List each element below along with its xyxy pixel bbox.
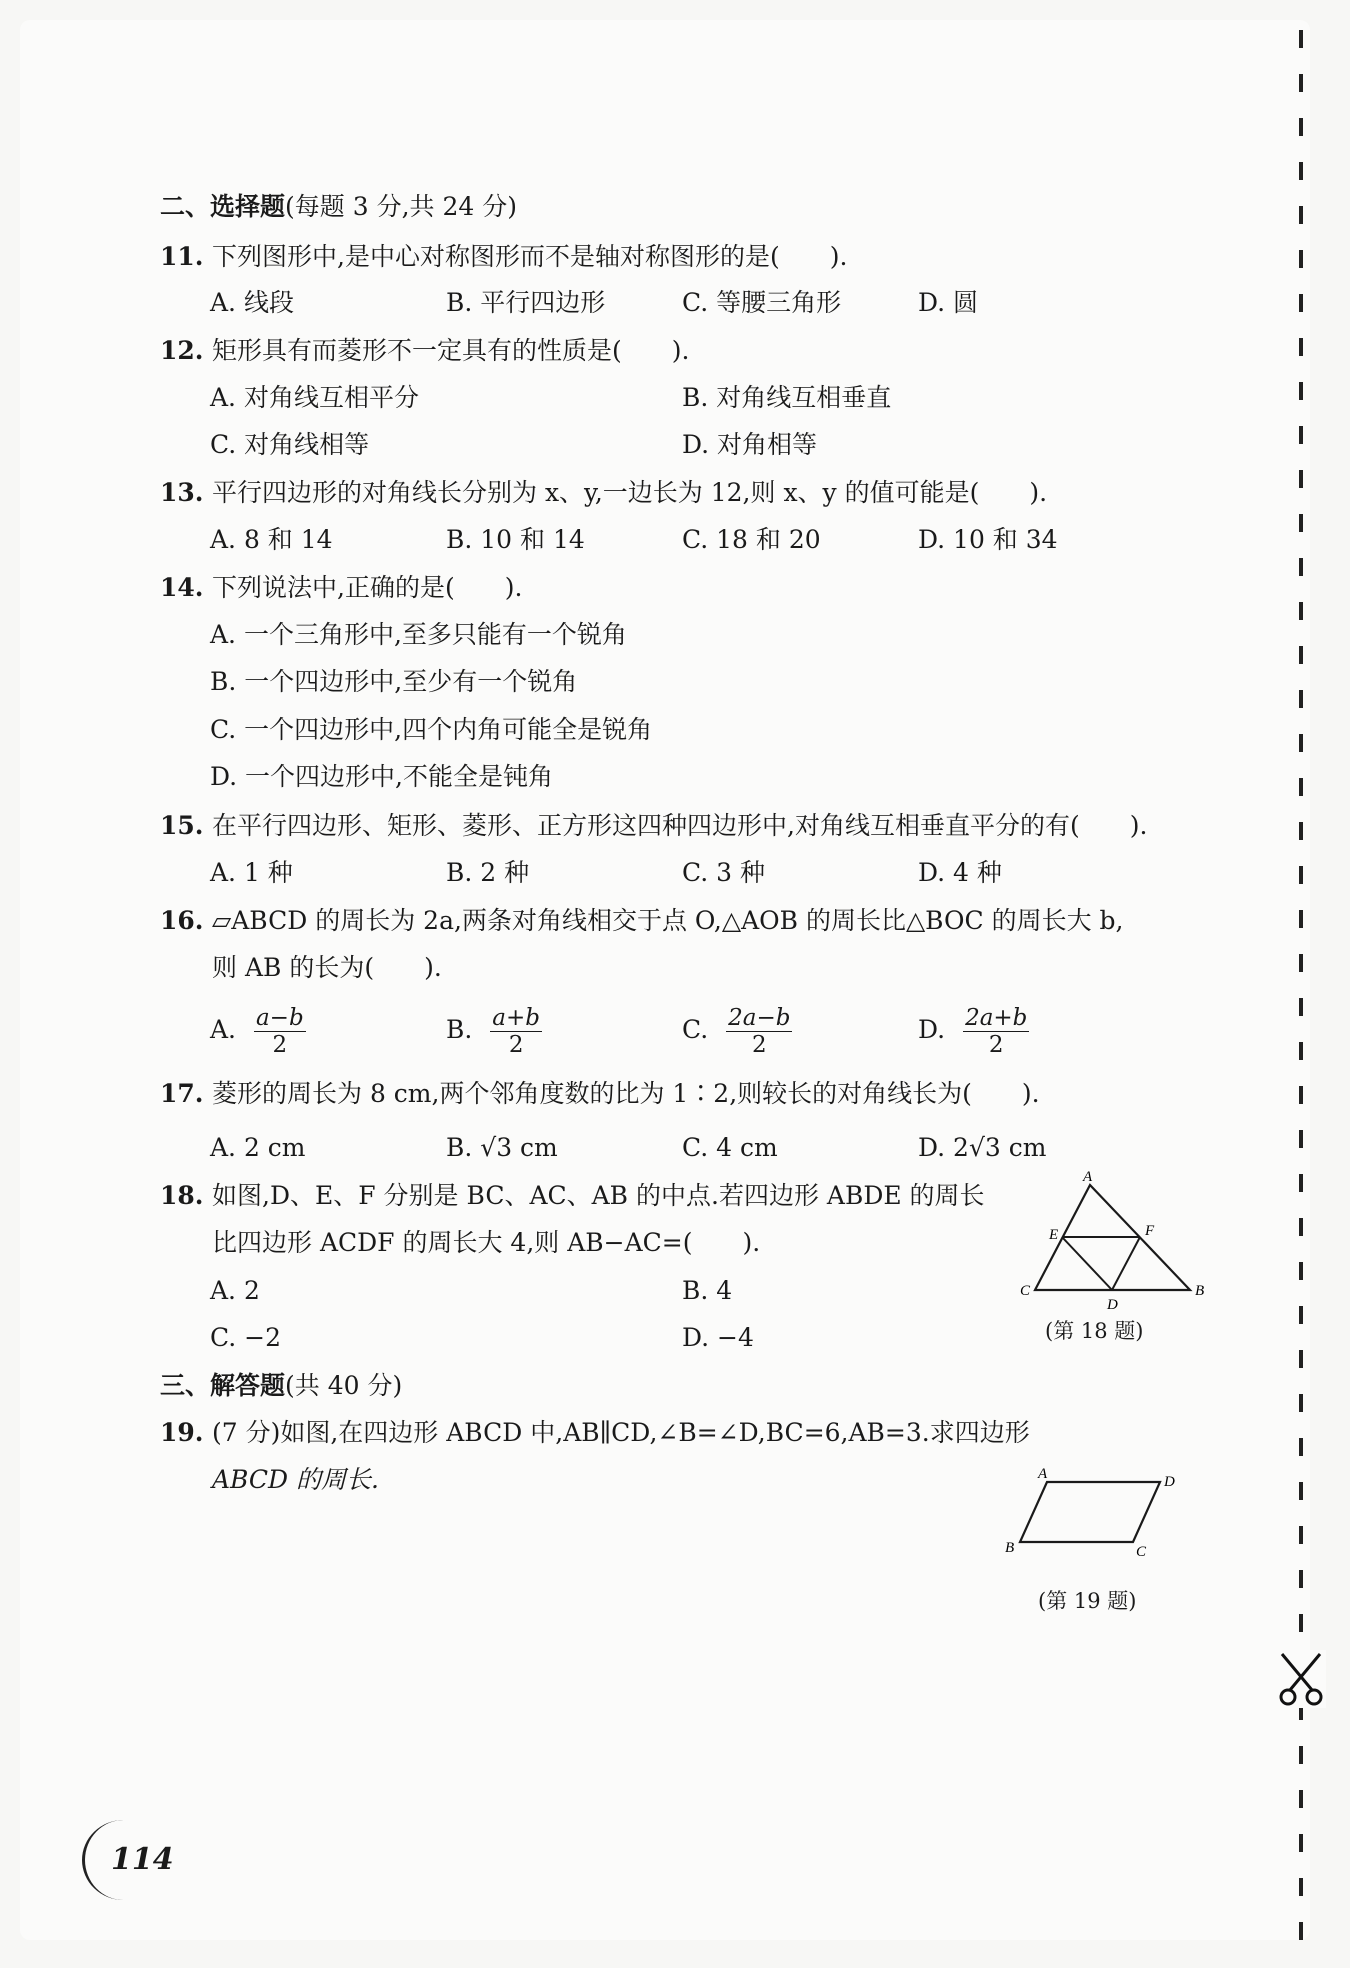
option-b: B. √3 cm [446, 1133, 558, 1162]
option-c [682, 1005, 792, 1058]
label-d: D [1107, 1297, 1118, 1313]
label-b: B [1005, 1540, 1015, 1556]
option-b: B. 4 [682, 1276, 733, 1305]
label-c: C [1136, 1544, 1147, 1560]
question-17 [160, 1077, 1040, 1111]
question-number: 16. [160, 906, 204, 935]
question-number: 14. [160, 573, 204, 602]
figure-19-parallelogram [990, 1460, 1190, 1560]
option-c: C. −2 [210, 1323, 281, 1352]
option-b: B. 平行四边形 [446, 288, 606, 317]
question-number: 19. [160, 1418, 204, 1447]
option-c: C. 3 种 [682, 858, 765, 887]
question-stem: 下列说法中,正确的是( ). [212, 573, 523, 602]
option-label: C. [682, 1015, 709, 1044]
option-a: A. 1 种 [210, 858, 293, 887]
question-15 [160, 809, 1147, 843]
label-a: A [1038, 1466, 1048, 1482]
page-number: 114 [111, 1842, 174, 1877]
option-a: A. 一个三角形中,至多只能有一个锐角 [210, 620, 627, 649]
denominator: 2 [988, 1032, 1004, 1058]
option-a: A. 2 [210, 1276, 260, 1305]
question-stem: 下列图形中,是中心对称图形而不是轴对称图形的是( ). [212, 242, 848, 271]
label-f: F [1145, 1223, 1155, 1239]
option-b: B. 2 种 [446, 858, 530, 887]
section-title: 三、解答题 [160, 1371, 286, 1400]
question-stem: 在平行四边形、矩形、菱形、正方形这四种四边形中,对角线互相垂直平分的有( ). [212, 811, 1148, 840]
question-number: 18. [160, 1181, 204, 1210]
denominator: 2 [508, 1032, 524, 1058]
option-d: D. 10 和 34 [918, 525, 1058, 554]
question-11 [160, 240, 847, 274]
label-a: A [1083, 1169, 1093, 1185]
option-a: A. 8 和 14 [210, 525, 333, 554]
question-16-stem-2: 则 AB 的长为( ). [212, 953, 442, 982]
section-note: (每题 3 分,共 24 分) [285, 192, 517, 221]
option-b: B. 一个四边形中,至少有一个锐角 [210, 667, 578, 696]
option-label: D. [918, 1015, 946, 1044]
option-label: A. [210, 1015, 237, 1044]
question-14 [160, 571, 522, 605]
denominator: 2 [272, 1032, 288, 1058]
fraction [490, 1005, 542, 1058]
option-c: C. 一个四边形中,四个内角可能全是锐角 [210, 715, 653, 744]
option-b: B. 对角线互相垂直 [682, 383, 892, 412]
question-12 [160, 334, 689, 368]
question-19 [160, 1416, 1030, 1450]
question-number: 15. [160, 811, 204, 840]
numerator: a−b [255, 1005, 304, 1031]
option-a: A. 线段 [210, 288, 294, 317]
question-stem: (7 分)如图,在四边形 ABCD 中,AB∥CD,∠B=∠D,BC=6,AB=3.求四边形 [212, 1418, 1030, 1447]
question-number: 13. [160, 478, 204, 507]
numerator: a+b [492, 1005, 540, 1031]
option-label: B. [446, 1015, 473, 1044]
fraction [254, 1005, 306, 1058]
section-3-header [160, 1369, 402, 1403]
question-stem: 如图,D、E、F 分别是 BC、AC、AB 的中点.若四边形 ABDE 的周长 [212, 1181, 985, 1210]
worksheet-page [20, 20, 1310, 1940]
section-note: (共 40 分) [285, 1371, 403, 1400]
option-d: D. −4 [682, 1323, 754, 1352]
question-18-stem-2: 比四边形 ACDF 的周长大 4,则 AB−AC=( ). [212, 1228, 761, 1257]
option-d: D. 4 种 [918, 858, 1002, 887]
numerator: 2a+b [965, 1005, 1028, 1031]
segment-fd [1112, 1237, 1140, 1290]
label-d: D [1164, 1474, 1175, 1490]
question-stem: 平行四边形的对角线长分别为 x、y,一边长为 12,则 x、y 的值可能是( ). [212, 478, 1048, 507]
segment-ed [1062, 1237, 1112, 1290]
label-e: E [1049, 1227, 1059, 1243]
label-b: B [1195, 1283, 1205, 1299]
option-b [446, 1005, 542, 1058]
question-16 [160, 904, 1124, 938]
parallelogram-abcd [1020, 1482, 1160, 1542]
option-d: D. 一个四边形中,不能全是钝角 [210, 762, 553, 791]
question-18 [160, 1179, 985, 1213]
option-a: A. 2 cm [210, 1133, 306, 1162]
fraction [963, 1005, 1029, 1058]
question-19-stem-2: ABCD 的周长. [212, 1465, 379, 1494]
question-stem: 菱形的周长为 8 cm,两个邻角度数的比为 1∶2,则较长的对角线长为( ). [212, 1079, 1040, 1108]
section-2-header [160, 190, 517, 224]
question-number: 12. [160, 336, 204, 365]
page-number-badge [82, 1820, 174, 1900]
question-number: 17. [160, 1079, 204, 1108]
option-c: C. 18 和 20 [682, 525, 821, 554]
question-number: 11. [160, 242, 204, 271]
question-stem: 矩形具有而菱形不一定具有的性质是( ). [212, 336, 690, 365]
option-c: C. 等腰三角形 [682, 288, 842, 317]
option-a [210, 1005, 306, 1058]
scissors-icon [1276, 1650, 1326, 1708]
denominator: 2 [751, 1032, 767, 1058]
option-c: C. 4 cm [682, 1133, 778, 1162]
figure-19-caption: (第 19 题) [1038, 1589, 1137, 1613]
question-stem: ▱ABCD 的周长为 2a,两条对角线相交于点 O,△AOB 的周长比△BOC 的周长大 b, [212, 906, 1124, 935]
numerator: 2a−b [728, 1005, 791, 1031]
option-d: D. 对角相等 [682, 430, 818, 459]
figure-18-caption: (第 18 题) [1045, 1319, 1144, 1343]
question-13 [160, 476, 1047, 510]
option-c: C. 对角线相等 [210, 430, 370, 459]
figure-18-triangle [1015, 1165, 1225, 1315]
option-d [918, 1005, 1029, 1058]
option-a: A. 对角线互相平分 [210, 383, 419, 412]
section-title: 二、选择题 [160, 192, 286, 221]
option-b: B. 10 和 14 [446, 525, 585, 554]
label-c: C [1020, 1283, 1031, 1299]
option-d: D. 圆 [918, 288, 979, 317]
option-d: D. 2√3 cm [918, 1133, 1047, 1162]
fraction [726, 1005, 792, 1058]
